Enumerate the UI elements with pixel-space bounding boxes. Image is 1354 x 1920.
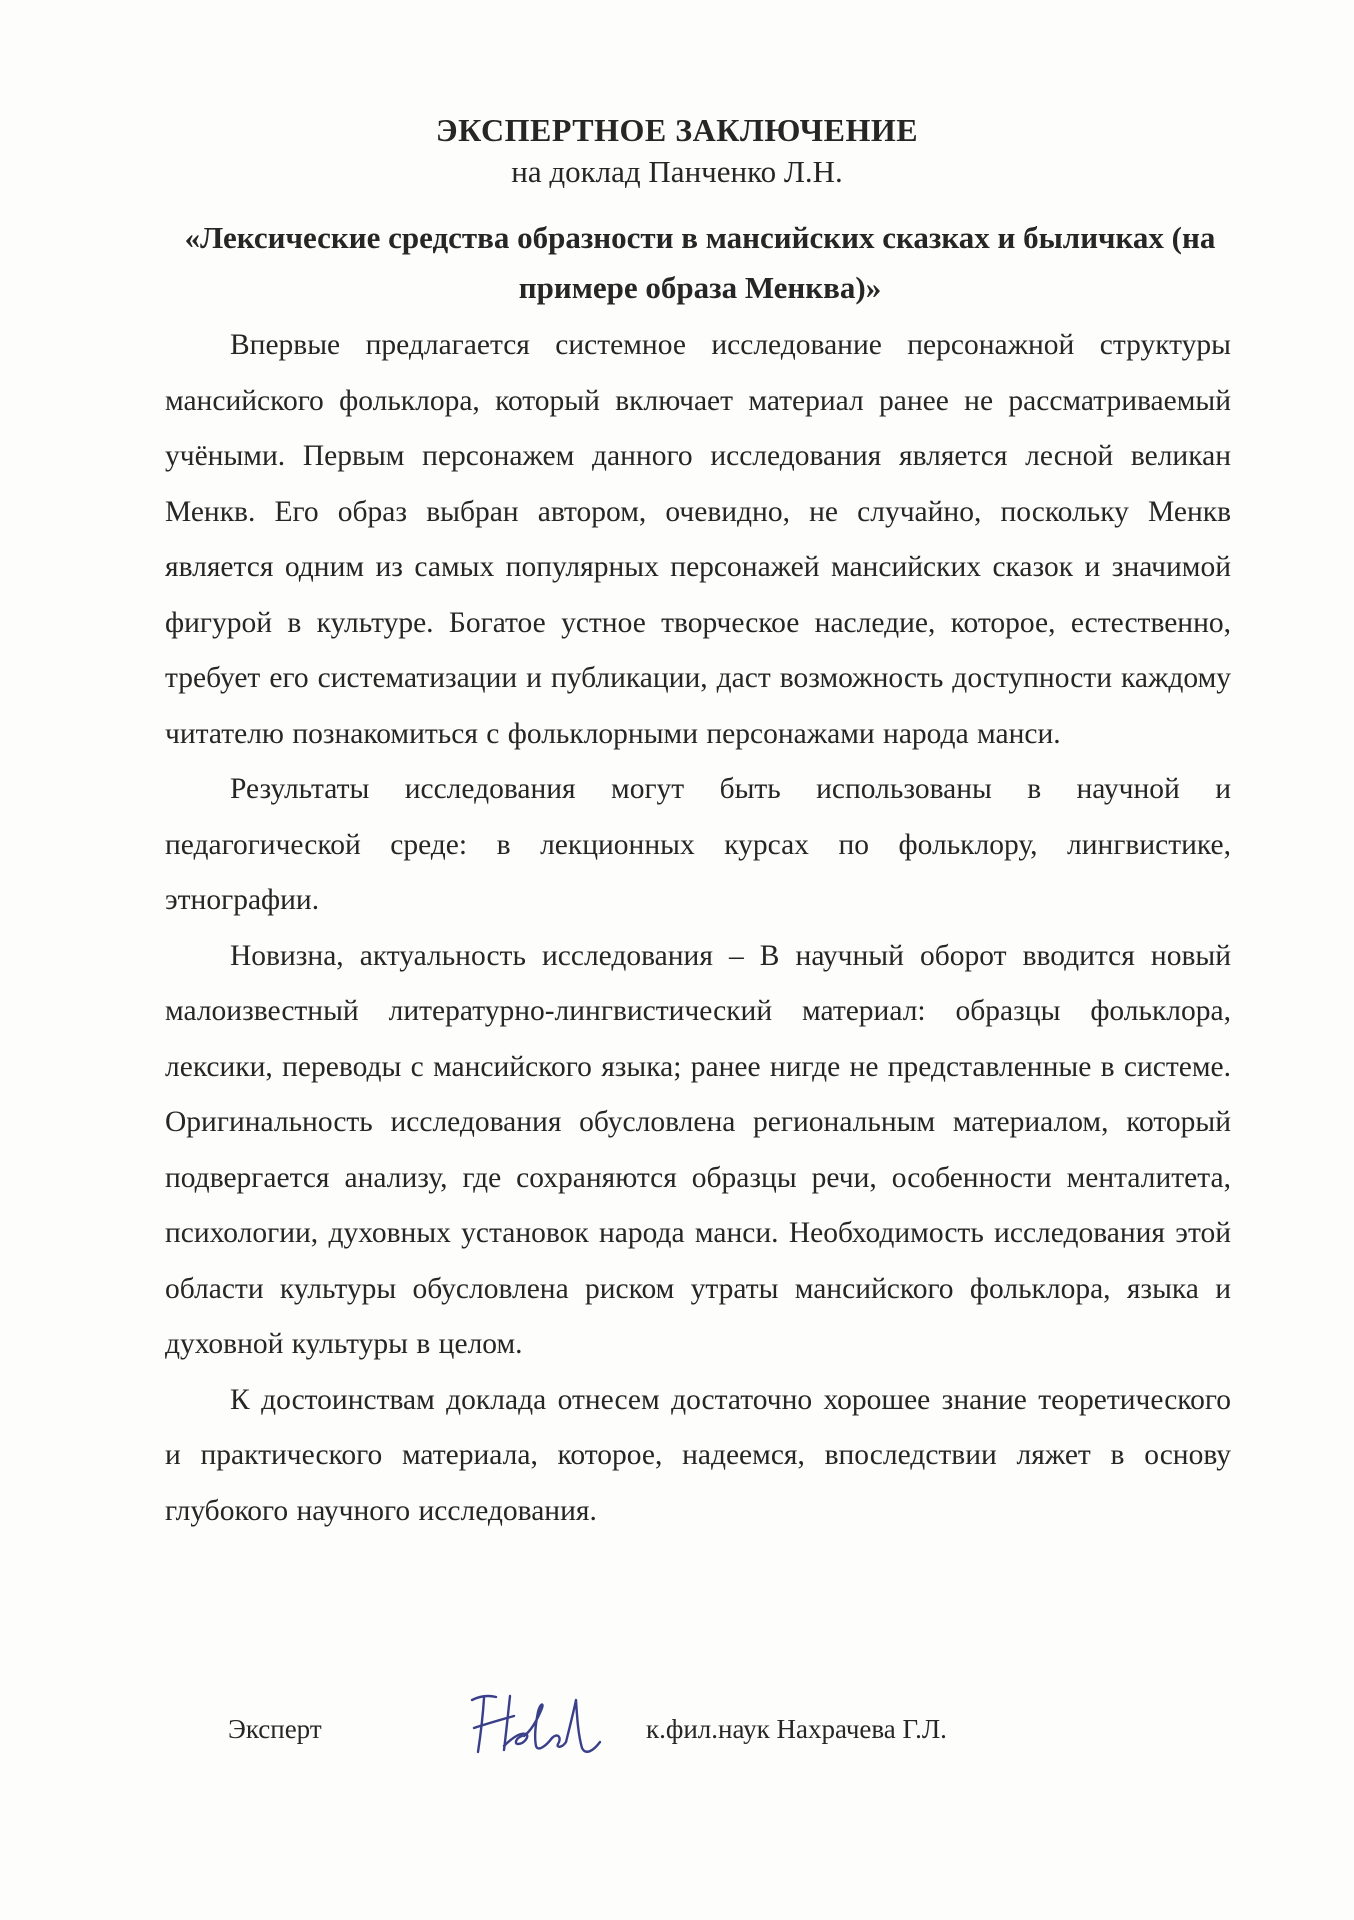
signature-label: Эксперт <box>228 1714 322 1744</box>
paragraph: К достоинствам доклада отнесем достаточно хорошее знание теоретического и практического материала, которое, надеемся, впоследствии ляжет в основу глубокого научного исследования. <box>165 1383 1231 1527</box>
paragraph: Впервые предлагается системное исследование персонажной структуры мансийского фольклора, который включает материал ранее не рассматриваемый учёными. Первым персонажем данного исследования является лесной великан Менкв. Его образ выбран автором, очевидно, не случайно, поскольку Менкв является одним из самых популярных персонажей мансийских сказок и значимой фигурой в культуре. Богатое устное творческое наследие, которое, естественно, требует его систематизации и публикации, даст возможность доступности каждому читателю познакомиться с фольклорными персонажами народа манси. <box>165 329 1231 750</box>
paragraph: Новизна, актуальность исследования – В научный оборот вводится новый малоизвестный литературно-лингвистический материал: образцы фольклора, лексики, переводы с мансийского языка; ранее нигде не представленные в системе. Оригинальность исследования обусловлена региональным материалом, который подвергается анализу, где сохраняются образцы речи, особенности менталитета, психологии, духовных установок народа манси. Необходимость исследования этой области культуры обусловлена риском утраты мансийского фольклора, языка и духовной культуры в целом. <box>165 939 1231 1360</box>
paragraph: Результаты исследования могут быть использованы в научной и педагогической среде: в лекционных курсах по фольклору, лингвистике, этнографии. <box>165 773 1231 916</box>
document-title: ЭКСПЕРТНОЕ ЗАКЛЮЧЕНИЕ <box>435 112 919 148</box>
expert-name: к.фил.наук Нахрачева Г.Л. <box>646 1714 947 1744</box>
document-subtitle: на доклад Панченко Л.Н. <box>511 154 843 189</box>
handwritten-signature <box>466 1686 606 1764</box>
document-body <box>165 318 1231 1539</box>
report-title: «Лексические средства образности в мансийских сказках и быличках (на примере образа Менква)» <box>184 220 1216 305</box>
